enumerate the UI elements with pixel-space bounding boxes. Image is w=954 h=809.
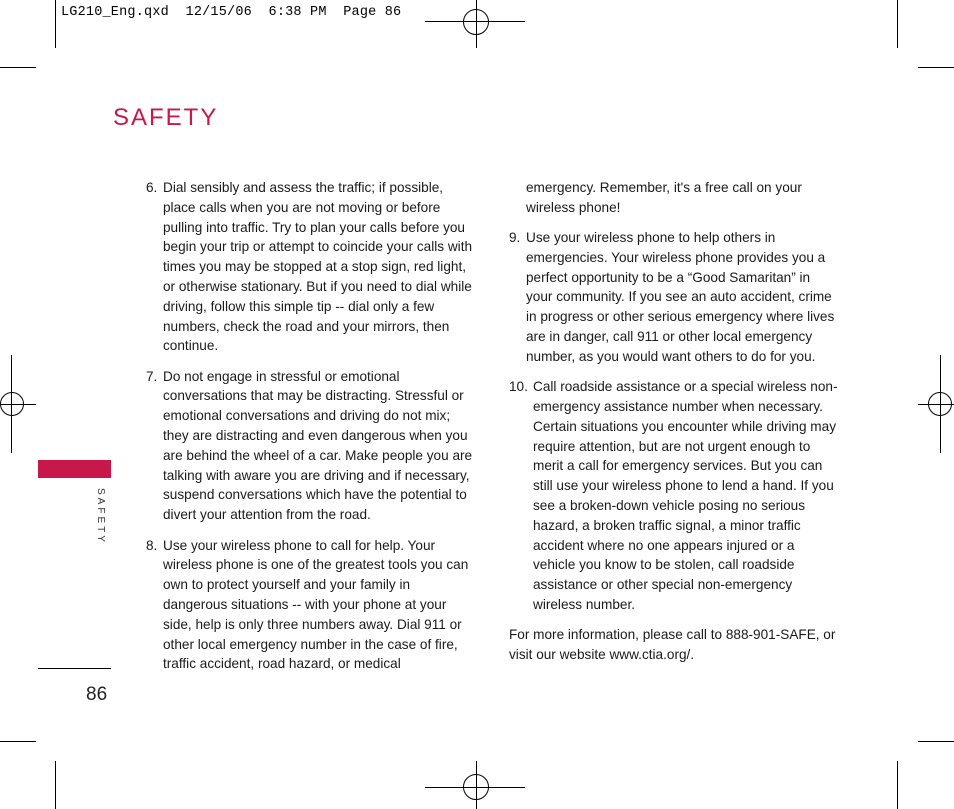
crop-mark bbox=[897, 761, 898, 809]
section-tab-label: SAFETY bbox=[95, 488, 106, 545]
page-number: 86 bbox=[86, 684, 108, 705]
crop-mark bbox=[0, 741, 36, 742]
crop-mark bbox=[918, 67, 954, 68]
list-item-text: Call roadside assistance or a special wireless non-emergency assistance number when necessary. Certain situations you encounter while driving may require attention, but are not urgent enough to merit a call for emergency services. But you can still use your wireless phone to lend a hand. If you see a broken-down vehicle posing no serious hazard, a broken traffic signal, a minor traffic accident where no one appears injured or a vehicle you know to be stolen, call roadside assistance or other special non-emergency wireless number. bbox=[533, 379, 838, 612]
list-item-number: 6. bbox=[146, 180, 158, 195]
crop-mark bbox=[0, 67, 36, 68]
right-column bbox=[509, 178, 839, 665]
print-slug: LG210_Eng.qxd 12/15/06 6:38 PM Page 86 bbox=[61, 5, 402, 20]
list-item-text: Dial sensibly and assess the traffic; if possible, place calls when you are not moving or before pulling into traffic. Try to plan your calls before you begin your trip or attempt to coincide your calls with times you may be stopped at a stop sign, red light, or otherwise stationary. But if you need to dial while driving, follow this simple tip -- dial only a few numbers, check the road and your mirrors, then continue. bbox=[163, 180, 473, 354]
list-item-continuation: emergency. Remember, it's a free call on your wireless phone! bbox=[526, 180, 802, 215]
list-item bbox=[146, 178, 478, 356]
crop-mark bbox=[897, 0, 898, 48]
page-title: SAFETY bbox=[113, 104, 219, 131]
list-item bbox=[509, 377, 839, 615]
list-item bbox=[146, 536, 478, 675]
section-tab bbox=[38, 460, 111, 478]
left-column bbox=[146, 178, 478, 685]
list-item-number: 8. bbox=[146, 537, 158, 553]
list-item-number: 10. bbox=[509, 379, 528, 395]
footer-rule bbox=[38, 668, 111, 669]
list-item bbox=[146, 367, 478, 525]
list-item-number: 9. bbox=[509, 230, 521, 246]
crop-mark bbox=[55, 761, 56, 809]
list-item bbox=[509, 228, 839, 367]
crop-mark bbox=[918, 741, 954, 742]
list-item-number: 7. bbox=[146, 368, 158, 384]
list-item-text: Use your wireless phone to help others in emergencies. Your wireless phone provides you a perfect opportunity to be a “Good Samaritan” in your community. If you see an auto accident, crime in progress or other serious emergency where lives are in danger, call 911 or other local emergency number, as you would want others to do for you. bbox=[526, 230, 835, 364]
footer-info-text: For more information, please call to 888-901-SAFE, or visit our website www.ctia.org/. bbox=[509, 627, 836, 663]
list-item-text: Use your wireless phone to call for help. Your wireless phone is one of the greatest tools you can own to protect yourself and your family in dangerous situations -- with your phone at your side, help is only three numbers away. Dial 911 or other local emergency number in the case of fire, traffic accident, road hazard, or medical bbox=[163, 537, 469, 672]
crop-mark bbox=[55, 0, 56, 48]
list-item-text: Do not engage in stressful or emotional conversations that may be distracting. Stressful or emotional conversations and driving do not mix; they are distracting and even dangerous when you are behind the wheel of a car. Make people you are talking with aware you are driving and if necessary, suspend conversations which have the potential to divert your attention from the road. bbox=[163, 368, 473, 523]
